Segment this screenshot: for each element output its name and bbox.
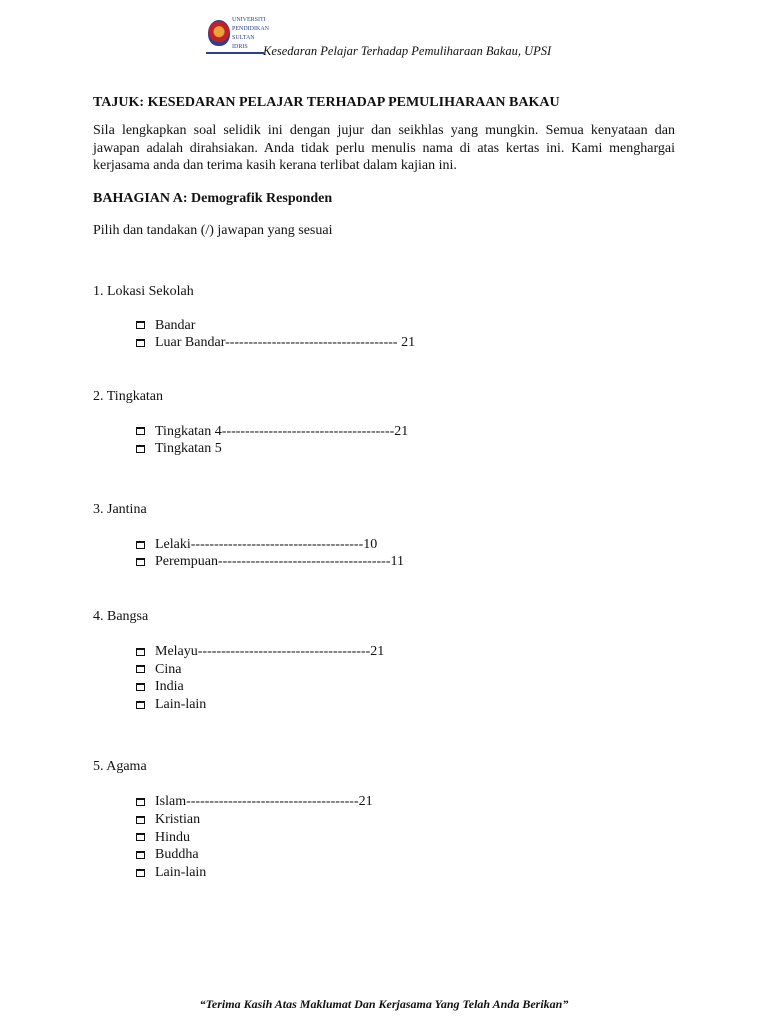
option-label: Lain-lain xyxy=(155,696,207,712)
option-item[interactable] xyxy=(136,678,675,696)
header-title: Kesedaran Pelajar Terhadap Pemuliharaan Bakau, UPSI xyxy=(263,44,552,58)
option-item[interactable] xyxy=(136,661,675,679)
option-label: Bandar xyxy=(155,317,196,333)
university-logo xyxy=(206,14,269,58)
checkbox-icon[interactable] xyxy=(136,558,145,566)
question-agama xyxy=(93,758,675,881)
option-list xyxy=(136,536,675,571)
checkbox-icon[interactable] xyxy=(136,321,145,329)
option-item[interactable] xyxy=(136,553,675,571)
option-list xyxy=(136,423,675,458)
instruction-text: Pilih dan tandakan (/) jawapan yang sesuai xyxy=(93,222,333,238)
option-label: Lelaki-------------------------------------10 xyxy=(155,536,378,552)
option-item[interactable] xyxy=(136,440,675,458)
question-title: 2. Tingkatan xyxy=(93,388,164,404)
footer-thanks: “Terima Kasih Atas Maklumat Dan Kerjasama Yang Telah Anda Berikan” xyxy=(199,997,569,1011)
option-item[interactable] xyxy=(136,793,675,811)
checkbox-icon[interactable] xyxy=(136,427,145,435)
option-item[interactable] xyxy=(136,696,675,714)
option-label: Luar Bandar------------------------------------- 21 xyxy=(155,335,416,351)
checkbox-icon[interactable] xyxy=(136,798,145,806)
section-title: BAHAGIAN A: Demografik Responden xyxy=(93,190,333,206)
logo-wordmark xyxy=(232,16,269,52)
option-item[interactable] xyxy=(136,536,675,554)
option-item[interactable] xyxy=(136,846,675,864)
option-item[interactable] xyxy=(136,423,675,441)
question-title: 5. Agama xyxy=(93,759,147,775)
option-item[interactable] xyxy=(136,811,675,829)
question-title: 4. Bangsa xyxy=(93,609,149,625)
option-label: Kristian xyxy=(155,812,201,828)
page-header xyxy=(206,14,606,60)
checkbox-icon[interactable] xyxy=(136,648,145,656)
checkbox-icon[interactable] xyxy=(136,869,145,877)
option-label: Tingkatan 4-------------------------------------21 xyxy=(155,423,409,439)
logo-line-2: PENDIDIKAN xyxy=(232,26,269,32)
checkbox-icon[interactable] xyxy=(136,701,145,709)
option-label: Islam-------------------------------------21 xyxy=(155,794,373,810)
document-body xyxy=(93,94,675,881)
question-lokasi xyxy=(93,283,675,352)
university-seal-icon xyxy=(208,20,230,46)
checkbox-icon[interactable] xyxy=(136,851,145,859)
question-tingkatan xyxy=(93,388,675,458)
option-item[interactable] xyxy=(136,317,675,335)
option-label: Buddha xyxy=(155,847,199,863)
option-list xyxy=(136,317,675,352)
option-label: Perempuan-------------------------------------11 xyxy=(155,554,404,570)
option-item[interactable] xyxy=(136,829,675,847)
checkbox-icon[interactable] xyxy=(136,683,145,691)
option-list xyxy=(136,643,675,713)
logo-line-3: SULTAN IDRIS xyxy=(232,35,255,50)
option-label: Melayu-------------------------------------21 xyxy=(155,644,385,660)
option-item[interactable] xyxy=(136,864,675,882)
question-title: 3. Jantina xyxy=(93,501,147,517)
option-item[interactable] xyxy=(136,643,675,661)
logo-underline xyxy=(206,52,264,54)
checkbox-icon[interactable] xyxy=(136,445,145,453)
checkbox-icon[interactable] xyxy=(136,665,145,673)
intro-paragraph: Sila lengkapkan soal selidik ini dengan jujur dan seikhlas yang mungkin. Semua kenyataan dan jawapan adalah dirahsiakan. Anda tidak perlu menulis nama di atas kertas ini. Kami menghargai kerjasama anda dan terima kasih kerana terlibat dalam kajian ini. xyxy=(93,123,675,173)
option-label: India xyxy=(155,679,184,695)
checkbox-icon[interactable] xyxy=(136,339,145,347)
option-label: Hindu xyxy=(155,829,190,845)
checkbox-icon[interactable] xyxy=(136,816,145,824)
document-title: TAJUK: KESEDARAN PELAJAR TERHADAP PEMULIHARAAN BAKAU xyxy=(93,95,560,110)
option-item[interactable] xyxy=(136,334,675,352)
option-label: Tingkatan 5 xyxy=(155,441,222,457)
option-label: Cina xyxy=(155,661,182,677)
question-jantina xyxy=(93,501,675,571)
logo-line-1: UNIVERSITI xyxy=(232,17,266,23)
checkbox-icon[interactable] xyxy=(136,541,145,549)
question-bangsa xyxy=(93,608,675,713)
option-list xyxy=(136,793,675,881)
option-label: Lain-lain xyxy=(155,864,207,880)
checkbox-icon[interactable] xyxy=(136,833,145,841)
question-title: 1. Lokasi Sekolah xyxy=(93,283,194,299)
